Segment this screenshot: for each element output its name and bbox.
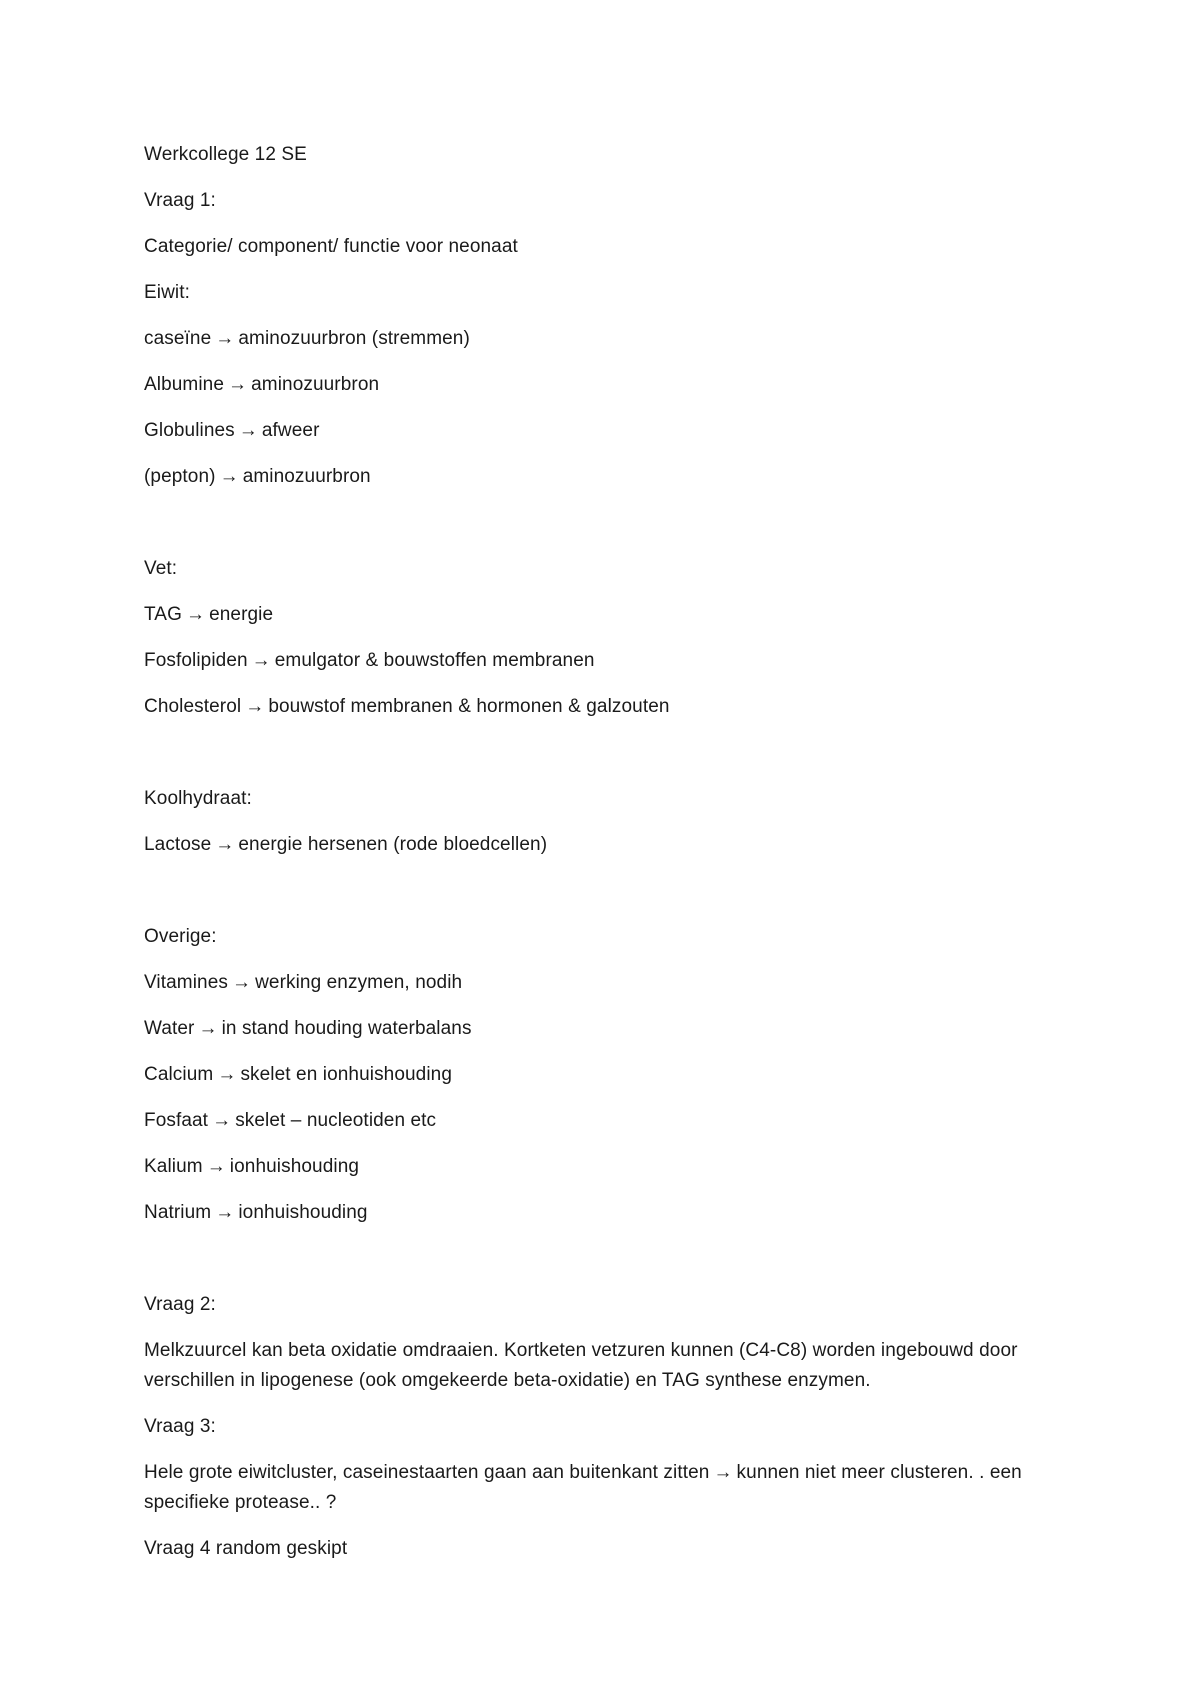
item-function: skelet – nucleotiden etc — [235, 1110, 437, 1131]
item-function: ionhuishouding — [238, 1202, 368, 1223]
item-function: energie hersenen (rode bloedcellen) — [238, 834, 548, 855]
arrow-right-icon: → — [198, 1018, 218, 1039]
item-term: Cholesterol — [144, 696, 242, 717]
blank-line — [144, 1244, 1074, 1290]
list-item — [144, 692, 1074, 722]
item-function: in stand houding waterbalans — [221, 1018, 472, 1039]
item-term: Kalium — [144, 1156, 203, 1177]
list-item — [144, 370, 1074, 400]
blank-line — [144, 876, 1074, 922]
document-body — [144, 140, 1074, 1580]
item-term: Water — [144, 1018, 195, 1039]
arrow-right-icon: → — [215, 834, 235, 855]
item-function: bouwstof membranen & hormonen & galzouten — [268, 696, 670, 717]
item-function: afweer — [261, 420, 320, 441]
section-heading-vet: Vet: — [144, 558, 178, 579]
arrow-right-icon: → — [245, 696, 265, 717]
question-1-subtitle: Categorie/ component/ functie voor neonaat — [144, 236, 518, 257]
list-item — [144, 968, 1074, 998]
list-item — [144, 646, 1074, 676]
section-heading-eiwit: Eiwit: — [144, 282, 190, 303]
answer-text-part-1: Hele grote eiwitcluster, caseinestaarten gaan aan buitenkant zitten — [144, 1462, 710, 1483]
item-term: Globulines — [144, 420, 235, 441]
blank-line — [144, 738, 1074, 784]
item-function: skelet en ionhuishouding — [240, 1064, 452, 1085]
question-1-label: Vraag 1: — [144, 190, 216, 211]
question-2-answer: Melkzuurcel kan beta oxidatie omdraaien. Kortketen vetzuren kunnen (C4-C8) worden ingebouwd door verschillen in lipogenese (ook omgekeerde beta-oxidatie) en TAG synthese enzymen. — [144, 1340, 1018, 1391]
answer-text-part-2: kunnen niet meer clusteren. . een specifieke protease.. ? — [144, 1462, 1022, 1513]
question-3-label: Vraag 3: — [144, 1416, 216, 1437]
item-function: aminozuurbron — [251, 374, 380, 395]
arrow-right-icon: → — [238, 420, 258, 441]
item-term: Calcium — [144, 1064, 214, 1085]
question-4-label: Vraag 4 random geskipt — [144, 1538, 348, 1559]
item-term: Natrium — [144, 1202, 212, 1223]
section-heading-overige: Overige: — [144, 926, 217, 947]
arrow-right-icon: → — [228, 374, 248, 395]
arrow-right-icon: → — [206, 1156, 226, 1177]
list-item — [144, 600, 1074, 630]
item-term: Lactose — [144, 834, 212, 855]
document-title: Werkcollege 12 SE — [144, 144, 307, 165]
item-term: Vitamines — [144, 972, 228, 993]
arrow-right-icon: → — [713, 1462, 733, 1483]
item-term: caseïne — [144, 328, 212, 349]
list-item — [144, 1060, 1074, 1090]
item-term: Fosfaat — [144, 1110, 209, 1131]
arrow-right-icon: → — [212, 1110, 232, 1131]
item-function: aminozuurbron (stremmen) — [238, 328, 470, 349]
list-item — [144, 324, 1074, 354]
item-term: Fosfolipiden — [144, 650, 248, 671]
arrow-right-icon: → — [219, 466, 239, 487]
item-function: ionhuishouding — [229, 1156, 360, 1177]
question-2-label: Vraag 2: — [144, 1294, 216, 1315]
item-function: energie — [209, 604, 274, 625]
item-term: TAG — [144, 604, 182, 625]
section-heading-koolhydraat: Koolhydraat: — [144, 788, 252, 809]
list-item — [144, 416, 1074, 446]
arrow-right-icon: → — [251, 650, 271, 671]
list-item — [144, 830, 1074, 860]
list-item — [144, 1152, 1074, 1182]
question-3-answer — [144, 1458, 1074, 1518]
arrow-right-icon: → — [217, 1064, 237, 1085]
arrow-right-icon: → — [185, 604, 206, 625]
blank-line — [144, 508, 1074, 554]
list-item — [144, 1198, 1074, 1228]
arrow-right-icon: → — [215, 1202, 235, 1223]
list-item — [144, 1014, 1074, 1044]
arrow-right-icon: → — [215, 328, 235, 349]
arrow-right-icon: → — [231, 972, 252, 993]
list-item — [144, 1106, 1074, 1136]
item-function: aminozuurbron — [242, 466, 371, 487]
list-item — [144, 462, 1074, 492]
item-term: (pepton) — [144, 466, 216, 487]
item-function: emulgator & bouwstoffen membranen — [274, 650, 595, 671]
item-term: Albumine — [144, 374, 225, 395]
item-function: werking enzymen, nodih — [255, 972, 463, 993]
